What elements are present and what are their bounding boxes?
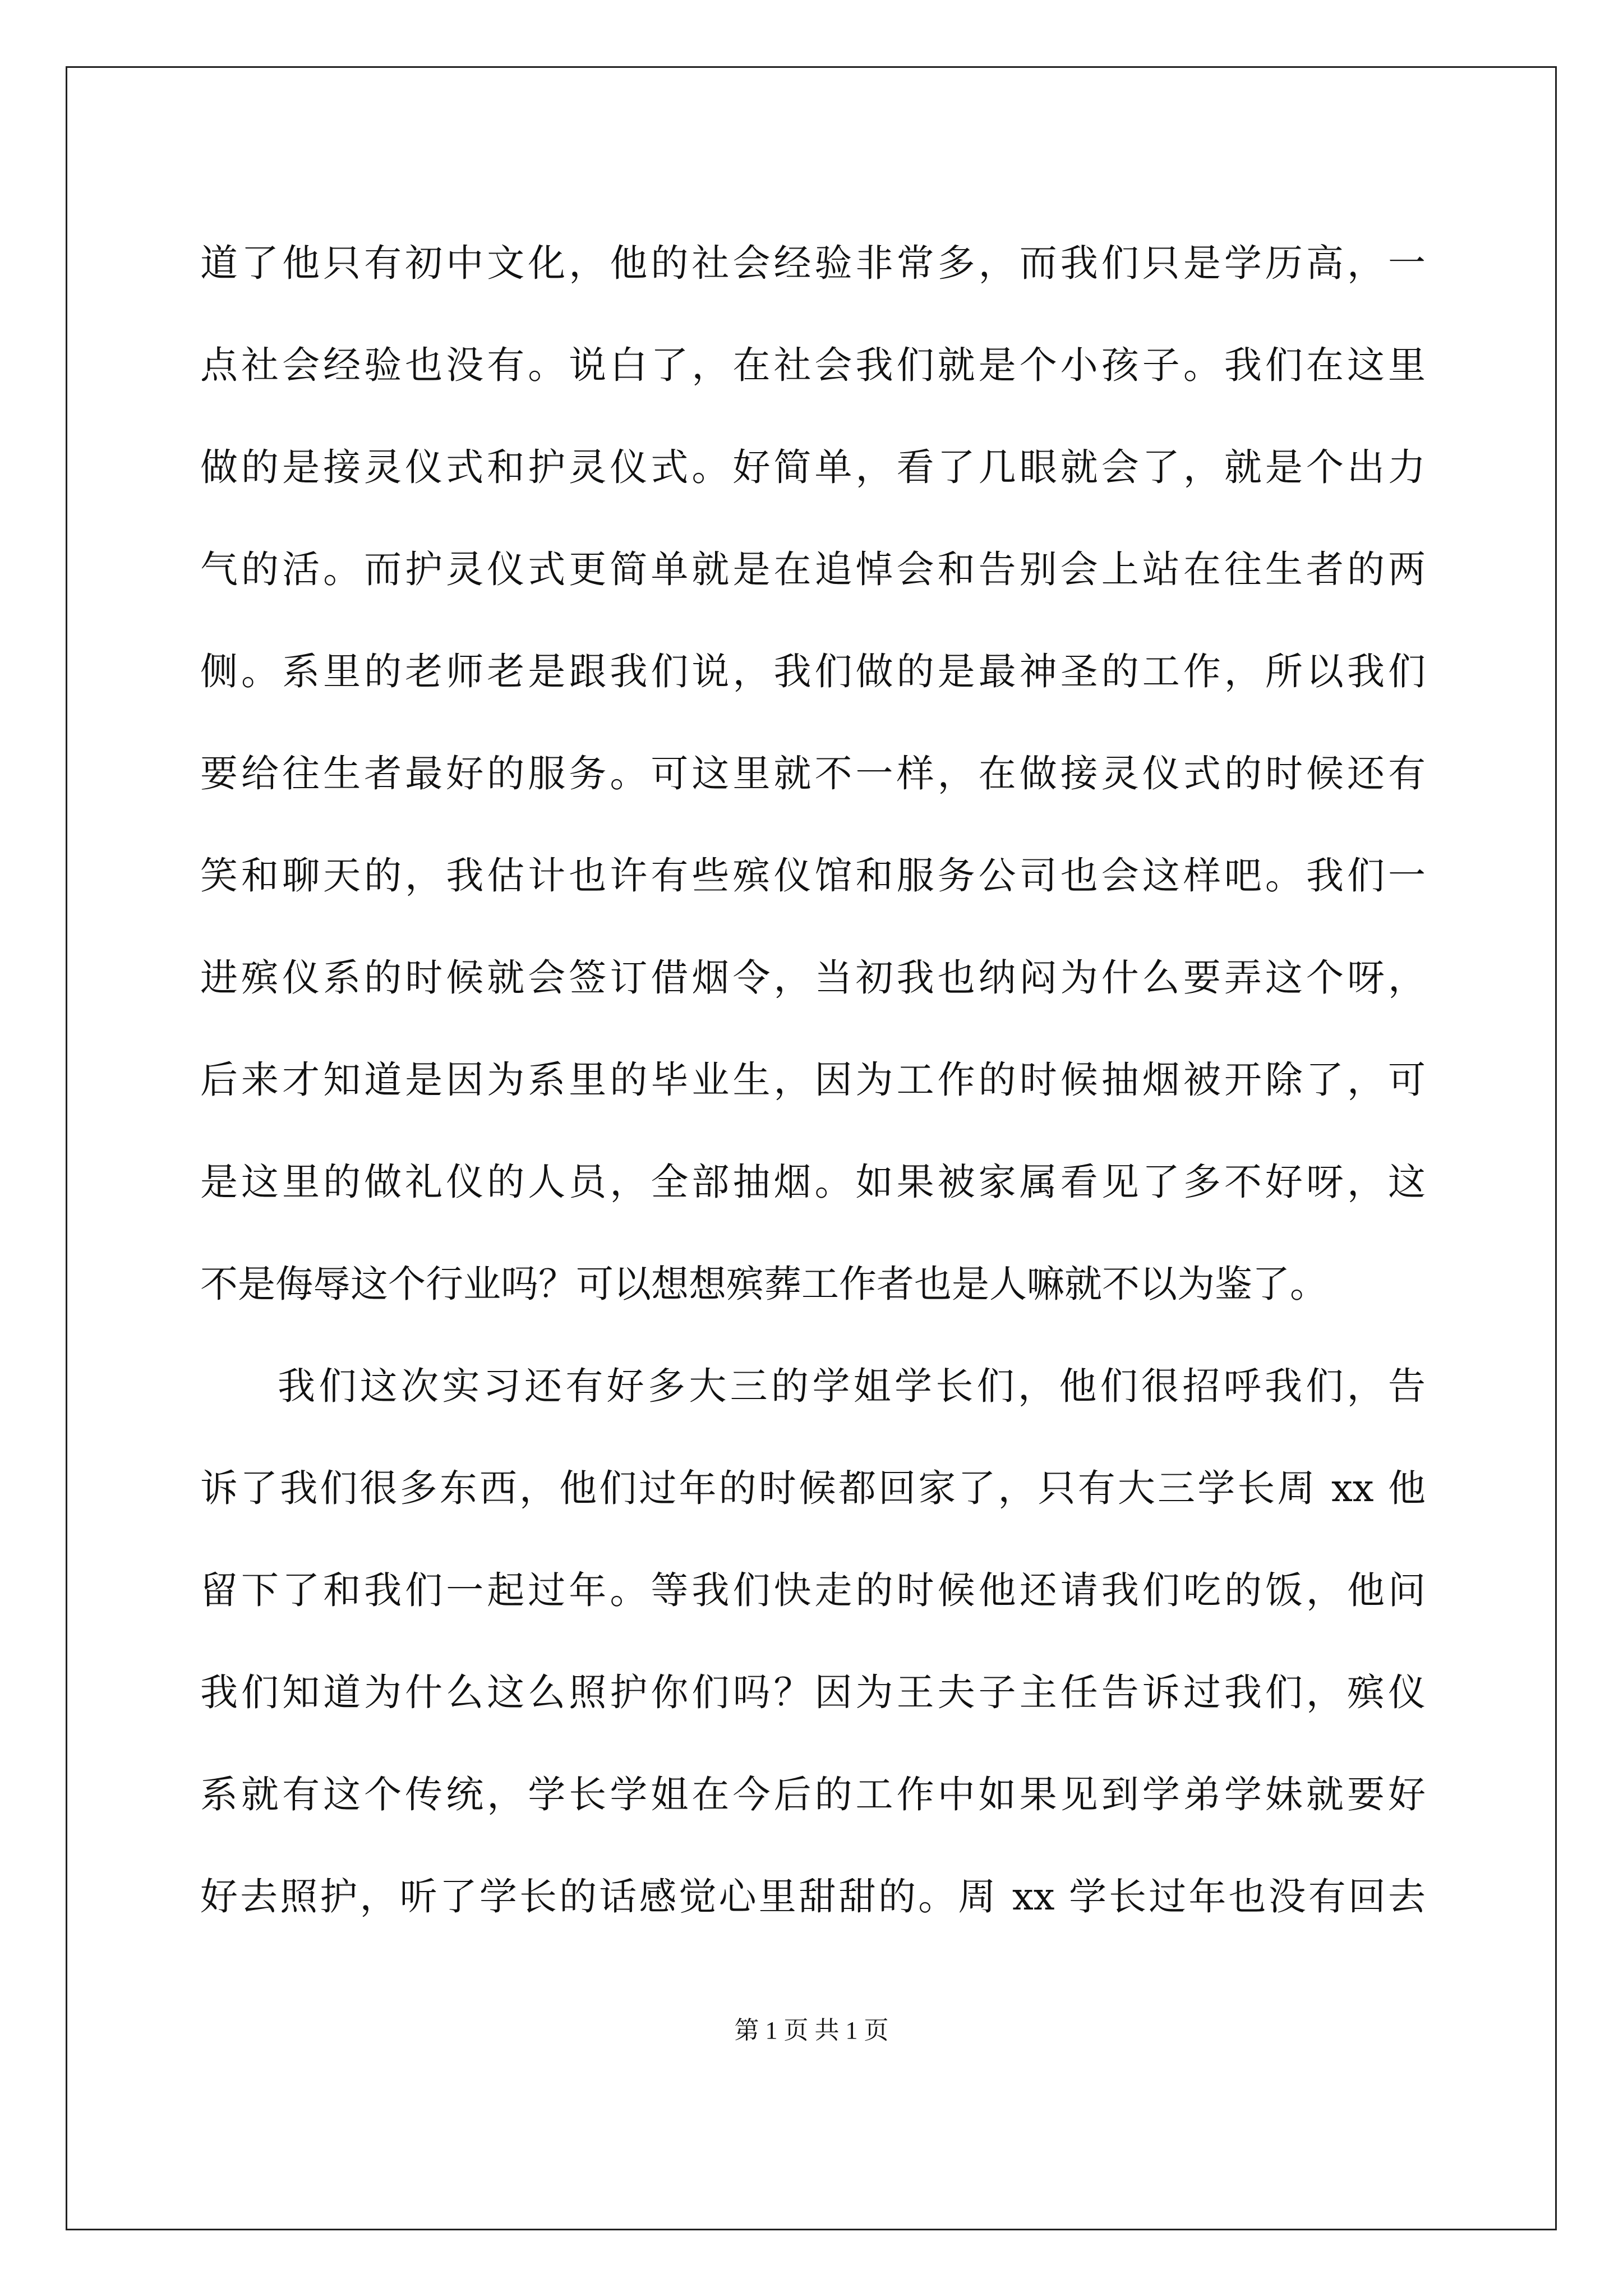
text-line: 进殡仪系的时候就会签订借烟令，当初我也纳闷为什么要弄这个呀， — [200, 956, 1426, 1000]
text-line: 我们知道为什么这么照护你们吗？因为王夫子主任告诉过我们，殡仪 — [200, 1671, 1426, 1714]
document-body — [200, 212, 1426, 1948]
text-line: 系就有这个传统，学长学姐在今后的工作中如果见到学弟学妹就要好 — [200, 1773, 1426, 1816]
text-line: 点社会经验也没有。说白了，在社会我们就是个小孩子。我们在这里 — [200, 343, 1426, 387]
text-line: 留下了和我们一起过年。等我们快走的时候他还请我们吃的饭，他问 — [200, 1568, 1426, 1612]
text-line: 不是侮辱这个行业吗？可以想想殡葬工作者也是人嘛就不以为鉴了。 — [200, 1262, 1327, 1306]
text-line: 后来才知道是因为系里的毕业生，因为工作的时候抽烟被开除了，可 — [200, 1058, 1426, 1102]
text-line: 我们这次实习还有好多大三的学姐学长们，他们很招呼我们，告 — [278, 1364, 1426, 1408]
text-line: 做的是接灵仪式和护灵仪式。好简单，看了几眼就会了，就是个出力 — [200, 445, 1426, 489]
paragraph-1 — [200, 212, 1426, 1335]
text-line: 笑和聊天的，我估计也许有些殡仪馆和服务公司也会这样吧。我们一 — [200, 854, 1426, 898]
text-line: 道了他只有初中文化，他的社会经验非常多，而我们只是学历高，一 — [200, 241, 1426, 285]
text-line: 好去照护，听了学长的话感觉心里甜甜的。周 xx 学长过年也没有回去 — [200, 1875, 1426, 1918]
text-line: 要给往生者最好的服务。可这里就不一样，在做接灵仪式的时候还有 — [200, 752, 1426, 795]
page-number-footer: 第 1 页 共 1 页 — [734, 2017, 889, 2044]
text-line: 气的活。而护灵仪式更简单就是在追悼会和告别会上站在往生者的两 — [200, 547, 1426, 591]
paragraph-2 — [200, 1335, 1426, 1948]
text-line: 诉了我们很多东西，他们过年的时候都回家了，只有大三学长周 xx 他 — [200, 1466, 1426, 1510]
text-line: 是这里的做礼仪的人员，全部抽烟。如果被家属看见了多不好呀，这 — [200, 1160, 1426, 1204]
text-line: 侧。系里的老师老是跟我们说，我们做的是最神圣的工作，所以我们 — [200, 650, 1426, 693]
